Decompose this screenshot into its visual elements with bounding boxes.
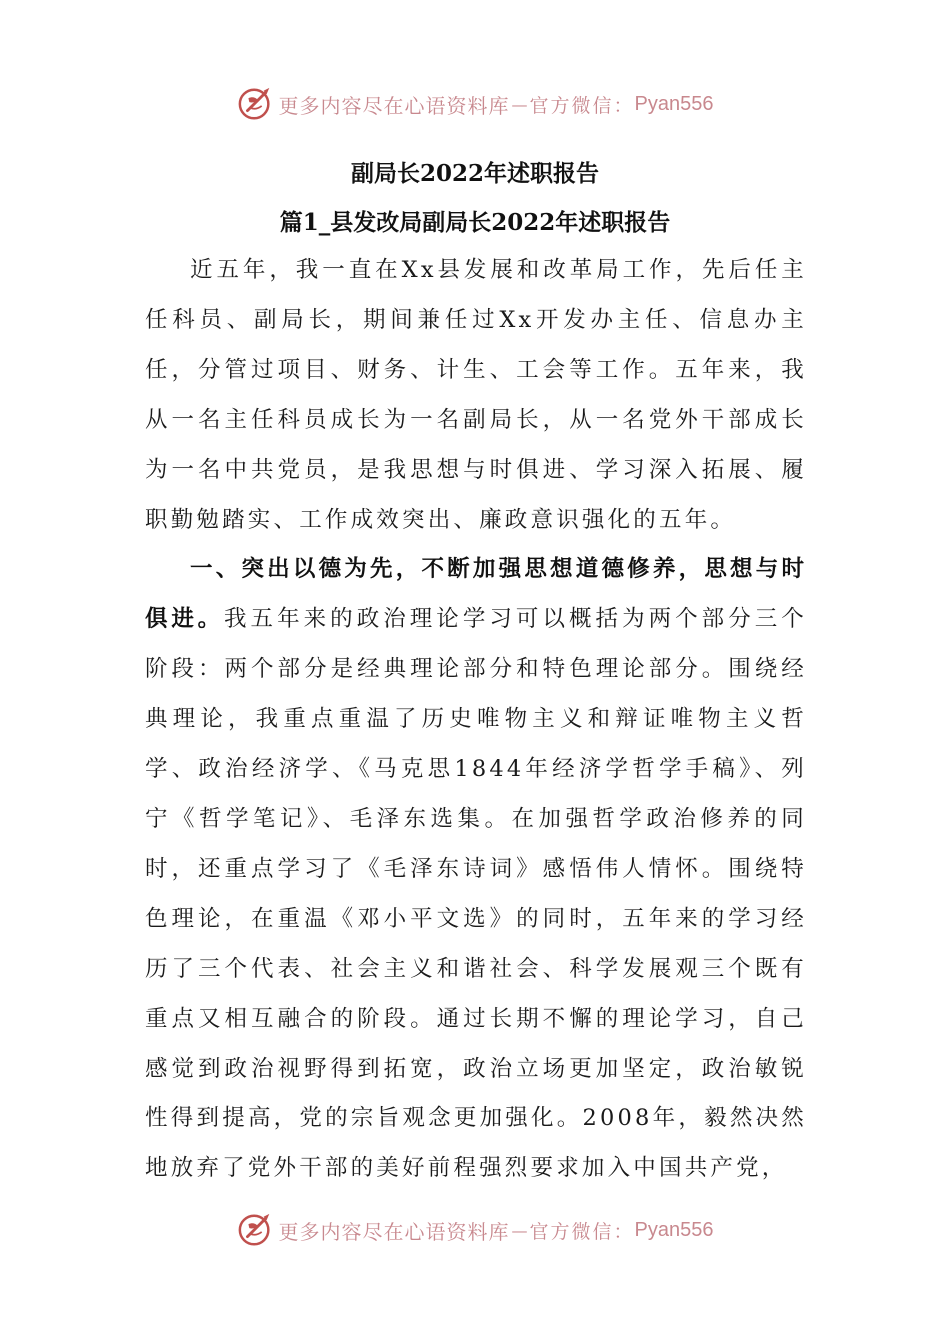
watermark-banner-bottom xyxy=(0,1210,950,1250)
pen-logo-icon xyxy=(237,85,275,123)
banner-separator: — xyxy=(511,1220,528,1240)
watermark-banner-top xyxy=(0,84,950,124)
document-body xyxy=(145,246,807,1194)
section1-body: 我五年来的政治理论学习可以概括为两个部分三个阶段：两个部分是经典理论部分和特色理论部分。围绕经典理论，我重点重温了历史唯物主义和辩证唯物主义哲学、政治经济学、《马克思1844年经济学哲学手稿》、列宁《哲学笔记》、毛泽东选集。在加强哲学政治修养的同时，还重点学习了《毛泽东诗词》感悟伟人情怀。围绕特色理论，在重温《邓小平文选》的同时，五年来的学习经历了三个代表、社会主义和谐社会、科学发展观三个既有重点又相互融合的阶段。通过长期不懈的理论学习，自己感觉到政治视野得到拓宽，政治立场更加坚定，政治敏锐性得到提高，党的宗旨观念更加强化。2008年，毅然决然地放弃了党外干部的美好前程强烈要求加入中国共产党， xyxy=(145,606,807,1182)
banner-slogan: 更多内容尽在心语资料库 xyxy=(278,93,510,118)
section1-paragraph xyxy=(145,545,807,1194)
document-subtitle: 篇1_县发改局副局长2022年述职报告 xyxy=(279,209,671,236)
document-title: 副局长2022年述职报告 xyxy=(350,160,599,187)
banner-wechat-label: 官方微信： xyxy=(529,1220,635,1243)
banner-wechat-id: Pyan556 xyxy=(634,92,714,115)
banner-wechat-label: 官方微信： xyxy=(529,94,635,117)
banner-slogan: 更多内容尽在心语资料库 xyxy=(278,1219,510,1244)
section1-heading: 一、突出以德为先，不断加强思想道德修养，思想与时俱进。 xyxy=(145,556,807,633)
pen-logo-icon xyxy=(237,1211,275,1249)
banner-wechat-id: Pyan556 xyxy=(634,1218,714,1241)
banner-separator: — xyxy=(511,94,528,114)
intro-paragraph: 近五年，我一直在Xx县发展和改革局工作，先后任主任科员、副局长，期间兼任过Xx开发办主任、信息办主任，分管过项目、财务、计生、工会等工作。五年来，我从一名主任科员成长为一名副局长，从一名党外干部成长为一名中共党员，是我思想与时俱进、学习深入拓展、履职勤勉踏实、工作成效突出、廉政意识强化的五年。 xyxy=(145,257,807,533)
